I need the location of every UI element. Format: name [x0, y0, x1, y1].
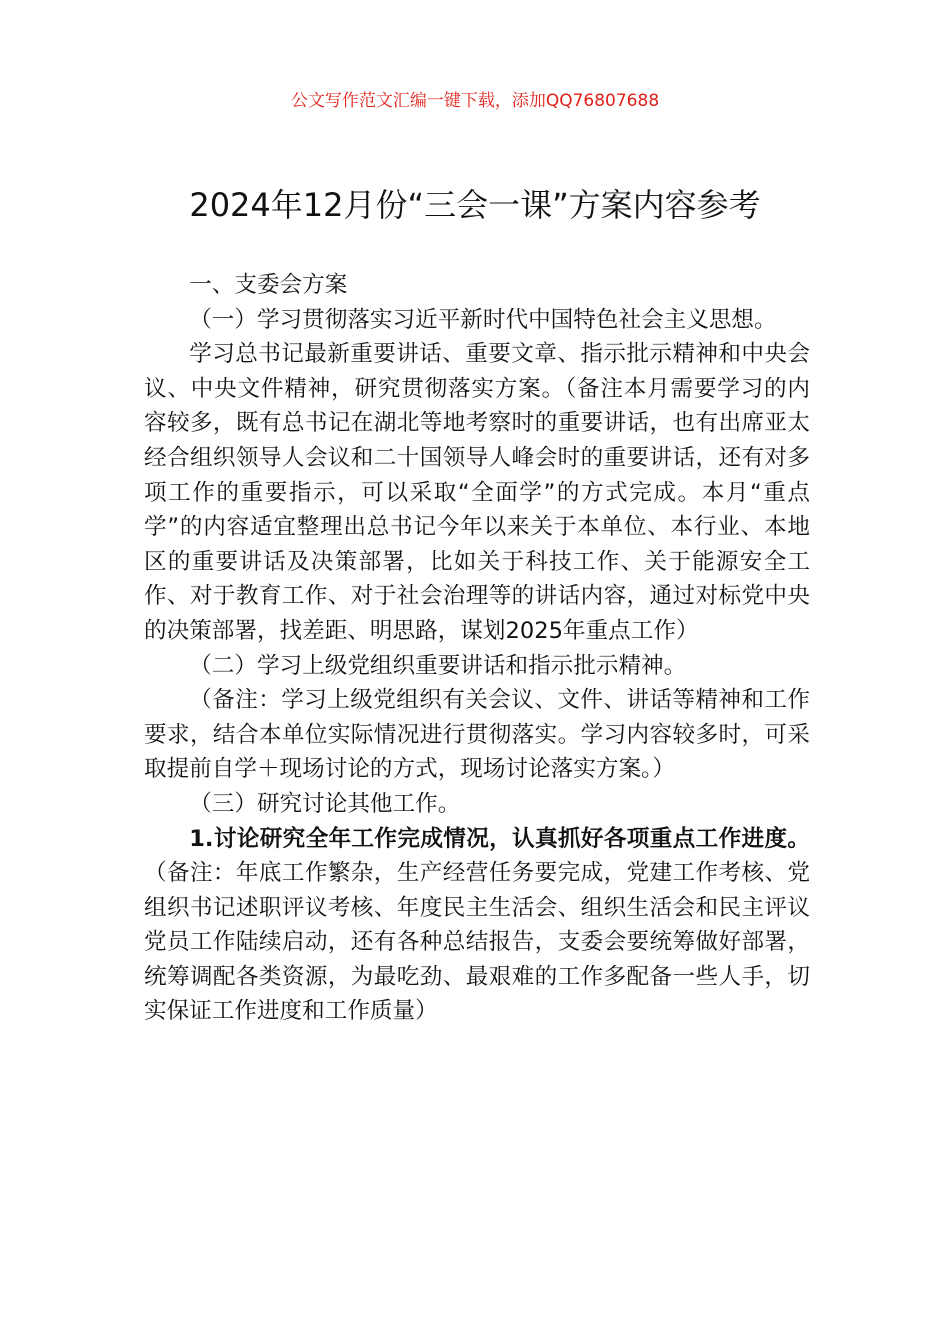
- item-1-lead: 1.讨论研究全年工作完成情况，认真抓好各项重点工作进度。: [189, 825, 810, 852]
- document-body: [144, 268, 810, 1029]
- document-title: 2024年12月份“三会一课”方案内容参考: [189, 186, 761, 224]
- header-notice: 公文写作范文汇编一键下载，添加QQ76807688: [290, 91, 660, 111]
- subsection-heading-1: （一）学习贯彻落实习近平新时代中国特色社会主义思想。: [189, 306, 777, 333]
- paragraph-note: （备注：学习上级党组织有关会议、文件、讲话等精神和工作要求，结合本单位实际情况进行贯彻落实。学习内容较多时，可采取提前自学＋现场讨论的方式，现场讨论落实方案。）: [144, 687, 810, 783]
- item-1-note: （备注：年底工作繁杂，生产经营任务要完成，党建工作考核、党组织书记述职评议考核、年度民主生活会、组织生活会和民主评议党员工作陆续启动，还有各种总结报告，支委会要统筹做好部署，统筹调配各类资源，为最吃劲、最艰难的工作多配备一些人手，切实保证工作进度和工作质量）: [144, 860, 810, 1025]
- paragraph-item-1: [144, 822, 810, 1030]
- subsection-heading-2: （二）学习上级党组织重要讲话和指示批示精神。: [189, 652, 687, 679]
- paragraph-study: 学习总书记最新重要讲话、重要文章、指示批示精神和中央会议、中央文件精神，研究贯彻落实方案。（备注本月需要学习的内容较多，既有总书记在湖北等地考察时的重要讲话，也有出席亚太经合组织领导人会议和二十国领导人峰会时的重要讲话，还有对多项工作的重要指示，可以采取“全面学”的方式完成。本月“重点学”的内容适宜整理出总书记今年以来关于本单位、本行业、本地区的重要讲话及决策部署，比如关于科技工作、关于能源安全工作、对于教育工作、对于社会治理等的讲话内容，通过对标党中央的决策部署，找差距、明思路，谋划2025年重点工作）: [144, 341, 810, 644]
- subsection-heading-3: （三）研究讨论其他工作。: [189, 790, 461, 817]
- section-heading: 一、支委会方案: [189, 272, 348, 298]
